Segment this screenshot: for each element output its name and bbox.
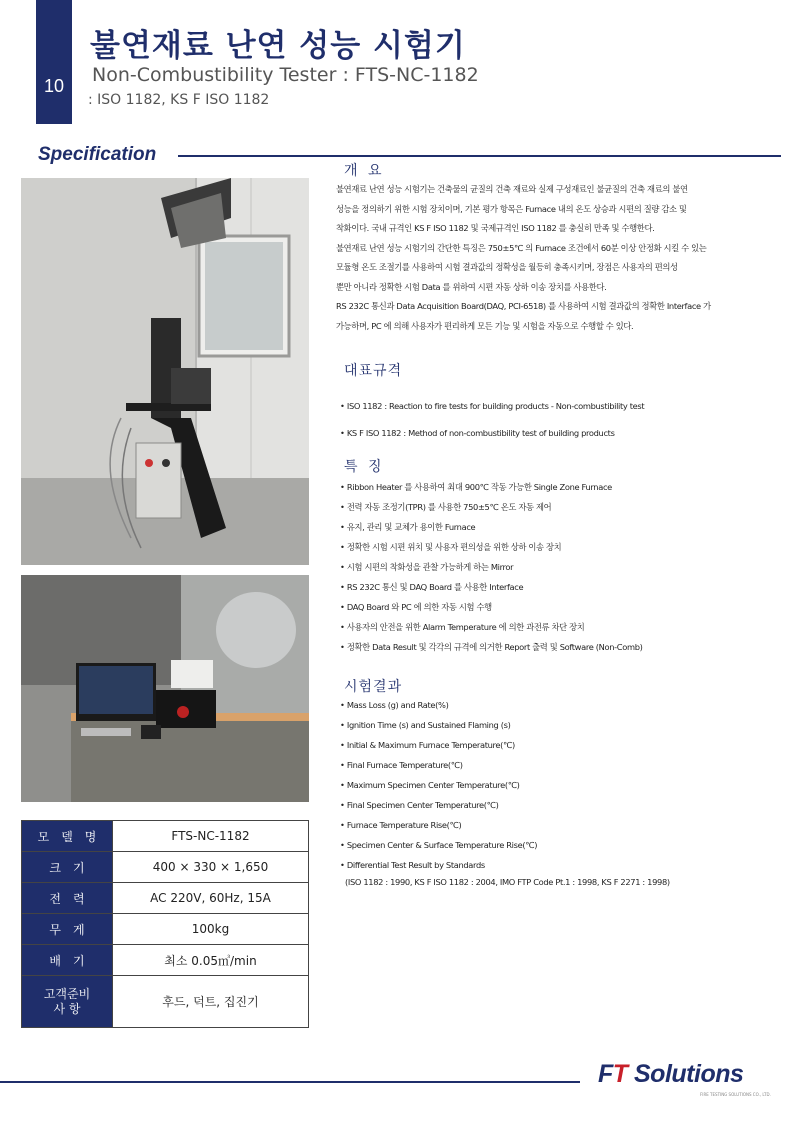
results-standards-note: (ISO 1182 : 1990, KS F ISO 1182 : 2004, IMO FTP Code Pt.1 : 1998, KS F 2271 : 1998)	[345, 877, 670, 887]
logo-tagline: FIRE TESTING SOLUTIONS CO., LTD.	[700, 1092, 771, 1097]
model-value: FTS-NC-1182	[113, 821, 309, 852]
logo-letter-t: T	[612, 1060, 628, 1088]
standard-item: • KS F ISO 1182 : Method of non-combustibility test of building products	[340, 420, 785, 447]
standards-list	[340, 393, 785, 447]
feature-item: • DAQ Board 와 PC 에 의한 자동 시험 수행	[340, 597, 785, 617]
overview-line: 성능을 정의하기 위한 시험 장치이며, 기본 평가 항목은 Furnace 내의 온도 상승과 시편의 질량 감소 및	[336, 203, 687, 214]
specification-label: Specification	[38, 144, 157, 165]
table-row	[22, 914, 309, 945]
page-title-english: Non-Combustibility Tester : FTS-NC-1182	[92, 64, 479, 86]
feature-item: • 정확한 시험 시편 위치 및 사용자 편의성을 위한 상하 이송 장치	[340, 537, 785, 557]
exhaust-label: 배기	[22, 945, 113, 976]
feature-item: • 전력 자동 조정기(TPR) 를 사용한 750±5℃ 온도 자동 제어	[340, 497, 785, 517]
feature-item: • 시험 시편의 착화성을 관찰 가능하게 하는 Mirror	[340, 557, 785, 577]
tester-photo	[21, 178, 309, 565]
page-standards: : ISO 1182, KS F ISO 1182	[88, 92, 270, 108]
customer-prep-label-line2: 사 항	[53, 1001, 81, 1016]
page-title-korean: 불연재료 난연 성능 시험기	[90, 28, 466, 64]
result-item: • Differential Test Result by Standards	[340, 855, 785, 875]
overview-heading: 개 요	[344, 163, 385, 179]
company-logo	[598, 1060, 743, 1089]
overview-line: 가능하며, PC 에 의해 사용자가 편리하게 모든 기능 및 시험을 자동으로 수행할 수 있다.	[336, 320, 634, 331]
result-item: • Furnace Temperature Rise(℃)	[340, 815, 785, 835]
size-value: 400 × 330 × 1,650	[113, 852, 309, 883]
specification-divider	[178, 155, 781, 157]
table-row	[22, 976, 309, 1028]
spec-table	[21, 820, 309, 1028]
table-row	[22, 883, 309, 914]
overview-line: 모듈형 온도 조절기를 사용하여 시험 결과값의 정확성을 월등히 충족시키며, 장점은 사용자의 편의성	[336, 262, 678, 272]
overview-line: 착화이다. 국내 규격인 KS F ISO 1182 및 국제규격인 ISO 1182 를 충실히 만족 및 수행한다.	[336, 223, 655, 233]
page-number-tab	[36, 0, 72, 124]
features-list	[340, 477, 785, 657]
result-item: • Ignition Time (s) and Sustained Flaming (s)	[340, 715, 785, 735]
page-number: 10	[43, 76, 65, 96]
controller-pc-photo	[21, 575, 309, 802]
overview-line: 뿐만 아니라 정확한 시험 Data 를 위하여 시편 자동 상하 이송 장치를 사용한다.	[336, 281, 607, 292]
weight-label: 무게	[22, 914, 113, 945]
result-item: • Final Specimen Center Temperature(℃)	[340, 795, 785, 815]
weight-value: 100kg	[113, 914, 309, 945]
footer-divider	[0, 1081, 580, 1083]
table-row	[22, 821, 309, 852]
logo-wordmark: Solutions	[627, 1060, 744, 1088]
power-value: AC 220V, 60Hz, 15A	[113, 883, 309, 914]
result-item: • Final Furnace Temperature(℃)	[340, 755, 785, 775]
feature-item: • RS 232C 통신 및 DAQ Board 를 사용한 Interface	[340, 577, 785, 597]
model-label: 모델명	[22, 821, 113, 852]
overview-line: RS 232C 통신과 Data Acquisition Board(DAQ, PCI-6518) 를 사용하여 시험 결과값의 정확한 Interface 가	[336, 301, 711, 311]
customer-prep-label	[22, 976, 113, 1028]
overview-line: 불연재료 난연 성능 시험기는 건축물의 균질의 건축 재료와 실제 구성재료인 불균질의 건축 재료의 불연	[336, 184, 688, 194]
power-label: 전력	[22, 883, 113, 914]
customer-prep-label-line1: 고객준비	[43, 986, 91, 1001]
result-item: • Specimen Center & Surface Temperature Rise(℃)	[340, 835, 785, 855]
overview-line: 불연재료 난연 성능 시험기의 간단한 특징은 750±5℃ 의 Furnace 조건에서 60분 이상 안정화 시킬 수 있는	[336, 242, 707, 253]
table-row	[22, 945, 309, 976]
exhaust-value: 최소 0.05㎥/min	[113, 945, 309, 976]
result-item: • Maximum Specimen Center Temperature(℃)	[340, 775, 785, 795]
feature-item: • 사용자의 안전을 위한 Alarm Temperature 에 의한 과전류 차단 장치	[340, 617, 785, 637]
standard-item: • ISO 1182 : Reaction to fire tests for building products - Non-combustibility test	[340, 393, 785, 420]
feature-item: • 유지, 관리 및 교체가 용이한 Furnace	[340, 517, 785, 537]
feature-item: • Ribbon Heater 를 사용하여 최대 900℃ 작동 가능한 Single Zone Furnace	[340, 477, 785, 497]
features-heading: 특 징	[344, 459, 385, 475]
customer-prep-value: 후드, 덕트, 집진기	[113, 976, 309, 1028]
logo-letter-f: F	[598, 1060, 613, 1088]
size-label: 크기	[22, 852, 113, 883]
standards-heading: 대표규격	[344, 363, 403, 379]
feature-item: • 정확한 Data Result 및 각각의 규격에 의거한 Report 출력 및 Software (Non-Comb)	[340, 637, 785, 657]
table-row	[22, 852, 309, 883]
result-item: • Initial & Maximum Furnace Temperature(℃)	[340, 735, 785, 755]
results-list	[340, 695, 785, 875]
result-item: • Mass Loss (g) and Rate(%)	[340, 695, 785, 715]
overview-paragraph	[336, 180, 784, 336]
results-heading: 시험결과	[344, 679, 403, 695]
